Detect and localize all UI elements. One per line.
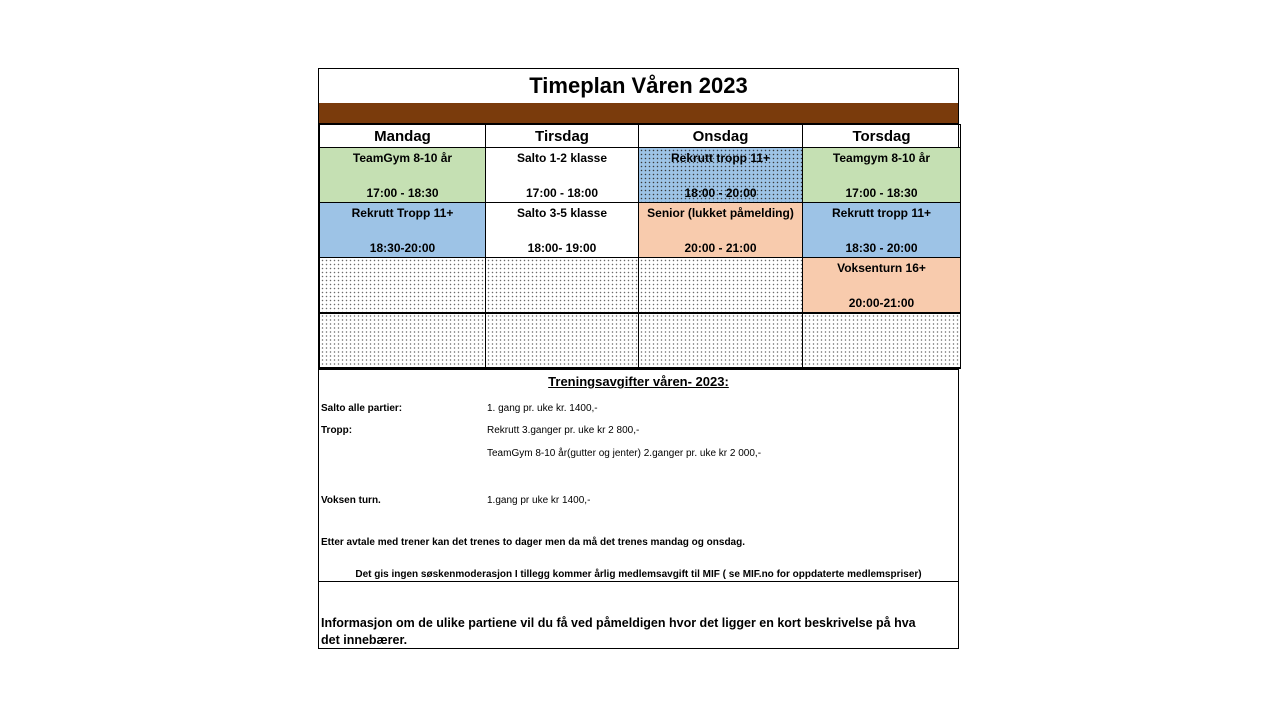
empty-cell [320,258,486,313]
salto-fee: 1. gang pr. uke kr. 1400,- [487,403,598,414]
day-header-row [320,125,961,148]
training-note: Etter avtale med trener kan det trenes to dager men da må det trenes mandag og onsdag. [321,537,746,548]
info-section [319,581,958,649]
empty-cell [486,258,639,313]
day-header-tuesday: Tirsdag [486,125,639,148]
class-time: 17:00 - 18:30 [845,186,918,200]
empty-cell [803,313,961,368]
class-name: TeamGym 8-10 år [352,151,453,165]
page-title: Timeplan Våren 2023 [319,69,958,104]
class-cell [803,148,961,203]
class-time: 20:00-21:00 [848,295,915,310]
class-name: Salto 1-2 klasse [516,151,608,165]
class-time: 18:30-20:00 [369,241,436,255]
class-name: Teamgym 8-10 år [832,151,931,165]
tropp-label: Tropp: [321,425,353,436]
class-cell [486,203,639,258]
salto-label: Salto alle partier: [321,403,403,414]
schedule-row-1 [320,148,961,203]
empty-cell [486,313,639,368]
class-cell [639,148,803,203]
empty-cell [639,313,803,368]
voksen-label: Voksen turn. [321,495,381,506]
schedule-row-2 [320,203,961,258]
fees-title: Treningsavgifter våren- 2023: [548,374,729,389]
fees-section [319,369,958,582]
class-time: 20:00 - 21:00 [684,241,757,255]
header-divider-bar [319,103,958,124]
class-time: 18:00- 19:00 [527,241,597,255]
class-time: 18:00 - 20:00 [684,186,757,200]
class-cell [486,148,639,203]
class-cell [639,203,803,258]
empty-cell [639,258,803,313]
day-header-thursday: Torsdag [803,125,961,148]
voksen-fee: 1.gang pr uke kr 1400,- [487,495,591,506]
class-time: 18:30 - 20:00 [845,241,918,255]
schedule-row-4 [320,313,961,368]
membership-note: Det gis ingen søskenmoderasjon I tillegg kommer årlig medlemsavgift til MIF ( se MIF.no for oppdaterte medlemspriser) [355,569,922,580]
class-name: Rekrutt tropp 11+ [831,206,932,220]
class-name: Senior (lukket påmelding) [647,206,794,220]
class-name: Voksenturn 16+ [837,261,926,275]
tropp-fee-teamgym: TeamGym 8-10 år(gutter og jenter) 2.ganger pr. uke kr 2 000,- [487,448,762,459]
class-name: Rekrutt Tropp 11+ [351,206,454,220]
class-time: 17:00 - 18:00 [525,186,599,200]
class-cell [803,203,961,258]
class-name: Rekrutt tropp 11+ [670,151,771,165]
class-name: Salto 3-5 klasse [516,206,608,220]
schedule-table [319,124,961,369]
class-cell [320,148,486,203]
day-header-wednesday: Onsdag [639,125,803,148]
schedule-sheet [318,68,959,649]
tropp-fee-rekrutt: Rekrutt 3.ganger pr. uke kr 2 800,- [487,425,640,436]
class-cell [803,258,961,313]
info-text: Informasjon om de ulike partiene vil du få ved påmeldigen hvor det ligger en kort beskrivelse på hva det innebærer. [321,616,916,647]
empty-cell [320,313,486,368]
schedule-row-3 [320,258,961,313]
class-time: 17:00 - 18:30 [366,186,439,200]
day-header-monday: Mandag [320,125,486,148]
class-cell [320,203,486,258]
